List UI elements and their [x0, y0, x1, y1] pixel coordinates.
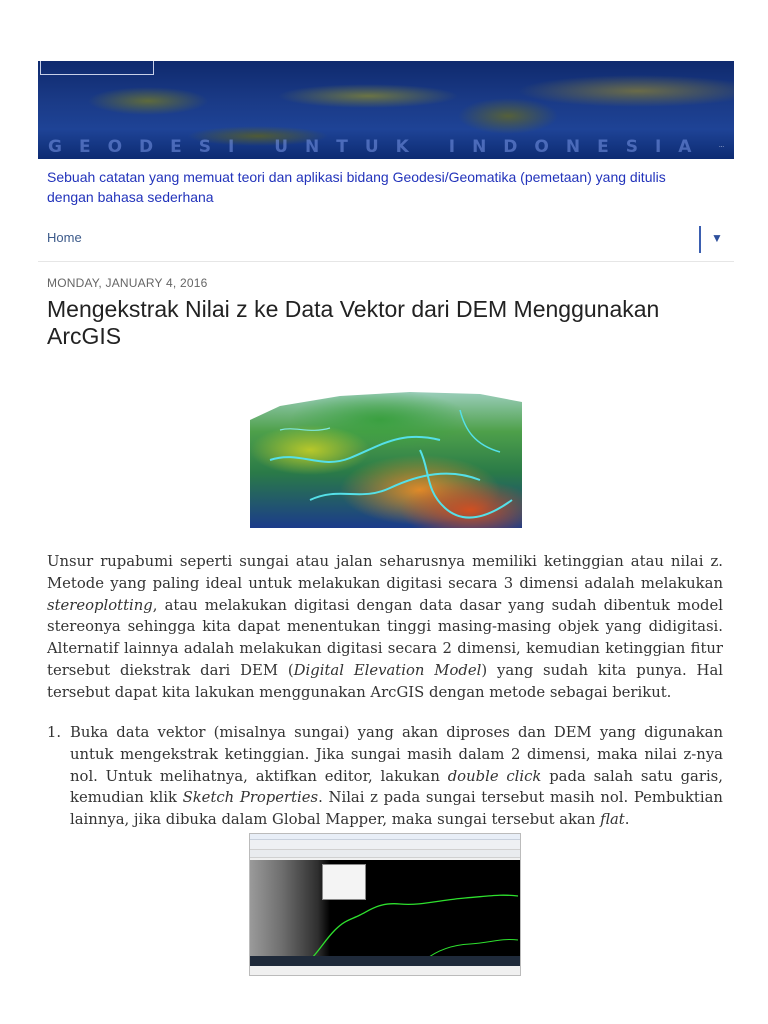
step-text-3: . Nilai z pada sungai tersebut masih nol. Pembuktian lainnya, jika dibuka dalam Global Mapper, maka sungai tersebut akan [70, 789, 723, 829]
post-title: Mengekstrak Nilai z ke Data Vektor dari DEM Menggunakan ArcGIS [47, 296, 660, 349]
nav-home-link[interactable]: Home [47, 230, 82, 245]
blog-description: Sebuah catatan yang memuat teori dan aplikasi bidang Geodesi/Geomatika (pemetaan) yang ditulis dengan bahasa sederhana [47, 169, 666, 205]
arcgis-toolbar [250, 840, 520, 850]
step-emphasis-flat: flat [600, 811, 625, 829]
intro-emphasis-stereoplotting: stereoplotting [47, 596, 153, 614]
post-intro-paragraph [47, 551, 723, 704]
arcgis-screenshot-image[interactable] [249, 833, 521, 976]
step-text-4: . [624, 811, 630, 829]
dem-3d-image[interactable] [250, 390, 522, 528]
post-date: MONDAY, JANUARY 4, 2016 [47, 276, 208, 290]
step-emphasis-double-click: double click [447, 767, 542, 785]
main-nav [38, 222, 734, 262]
arcgis-toolbar-secondary [250, 850, 520, 858]
banner-inset-frame [40, 61, 154, 75]
intro-text-2: , atau melakukan digitasi dengan data dasar yang sudah dibentuk model stereonya sehingga kita dapat menentukan tinggi masing-masing objek yang didigitasi. Alternatif lainnya adalah melakukan digitasi secara 2 dimensi, kemudian ketinggian fitur tersebut diekstrak dari DEM ( [47, 596, 723, 679]
sketch-properties-dialog [322, 864, 366, 900]
step-number: 1. [47, 724, 62, 741]
list-item [47, 722, 723, 831]
nav-divider [699, 226, 701, 253]
step-text-2: pada salah satu garis, kemudian klik [70, 767, 723, 807]
step-emphasis-sketch-properties: Sketch Properties [182, 789, 319, 807]
banner-subtitle: ... [718, 143, 724, 149]
step-list [47, 722, 723, 831]
nav-more-chevron-icon[interactable]: ▼ [711, 231, 723, 245]
intro-text-3: ) yang sudah kita punya. Hal tersebut dapat kita lakukan menggunakan ArcGIS dengan metode sebagai berikut. [47, 661, 723, 701]
banner-title: GEODESI UNTUK INDONESIA [48, 137, 709, 157]
windows-taskbar [250, 956, 520, 966]
intro-text-1: Unsur rupabumi seperti sungai atau jalan seharusnya memiliki ketinggian atau nilai z. Metode yang paling ideal untuk melakukan digitasi secara 3 dimensi adalah melakukan [47, 553, 723, 592]
arcgis-map-view [250, 860, 520, 966]
header-banner[interactable] [38, 61, 734, 159]
step-text-1: Buka data vektor (misalnya sungai) yang akan diproses dan DEM yang digunakan untuk mengekstrak ketinggian. Jika sungai masih dalam 2 dimensi, maka nilai z-nya nol. Untuk melihatnya, aktifkan editor, lakukan [70, 724, 723, 785]
intro-emphasis-dem: Digital Elevation Model [293, 661, 482, 679]
